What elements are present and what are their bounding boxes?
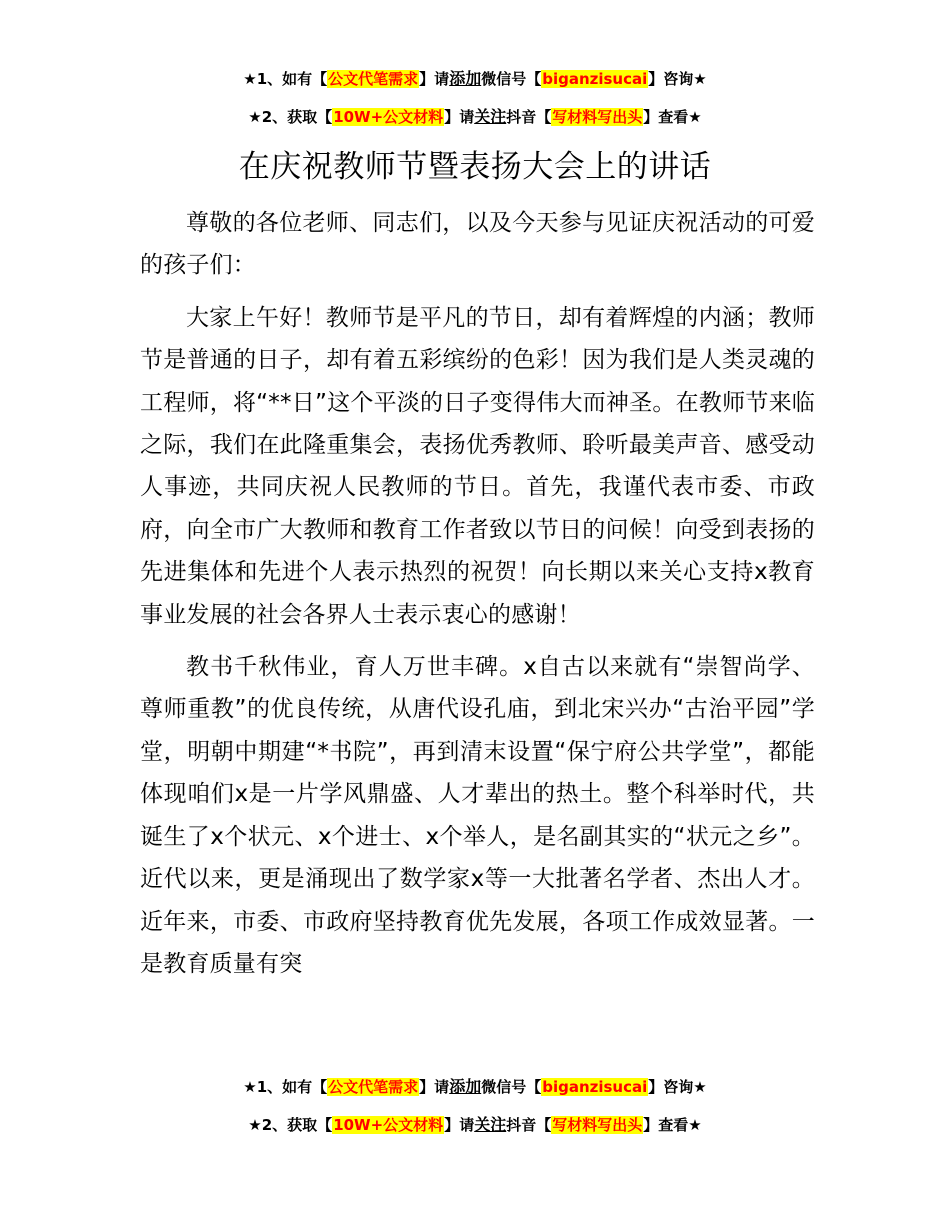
banner-underlined: 添加 <box>449 1077 482 1096</box>
banner-prefix: ★1、如有【 <box>243 1078 328 1096</box>
footer-banner-line-2 <box>0 1114 950 1136</box>
banner-text: 抖音【 <box>506 108 552 126</box>
banner-highlight-douyin: 写材料写出头 <box>552 108 643 126</box>
paragraph-tradition: 教书千秋伟业，育人万世丰碑。x自古以来就有“崇智尚学、尊师重教”的优良传统，从唐代设孔庙，到北宋兴办“古治平园”学堂，明朝中期建“*书院”，再到清末设置“保宁府公共学堂”，都能体现咱们x是一片学风鼎盛、人才辈出的热土。整个科举时代，共诞生了x个状元、x个进士、x个举人，是名副其实的“状元之乡”。近代以来，更是涌现出了数学家x等一大批著名学者、杰出人才。近年来，市委、市政府坚持教育优先发展，各项工作成效显著。一是教育质量有突 <box>140 654 815 977</box>
banner-prefix: ★2、获取【 <box>248 108 333 126</box>
banner-underlined: 添加 <box>449 69 482 88</box>
banner-highlight-douyin: 写材料写出头 <box>552 1116 643 1134</box>
document-body <box>140 202 815 995</box>
banner-suffix: 】查看★ <box>643 1116 702 1134</box>
banner-highlight: 公文代笔需求 <box>328 1078 419 1096</box>
paragraph-greeting: 大家上午好！教师节是平凡的节日，却有着辉煌的内涵；教师节是普通的日子，却有着五彩缤纷的色彩！因为我们是人类灵魂的工程师，将“**日”这个平淡的日子变得伟大而神圣。在教师节来临之际，我们在此隆重集会，表扬优秀教师、聆听最美声音、感受动人事迹，共同庆祝人民教师的节日。首先，我谨代表市委、市政府，向全市广大教师和教育工作者致以节日的问候！向受到表扬的先进集体和先进个人表示热烈的祝贺！向长期以来关心支持x教育事业发展的社会各界人士表示衷心的感谢！ <box>140 304 815 628</box>
document-title: 在庆祝教师节暨表扬大会上的讲话 <box>238 149 712 185</box>
banner-suffix: 】咨询★ <box>648 70 707 88</box>
banner-text: 】请 <box>419 1078 450 1096</box>
header-banner-line-1 <box>0 68 950 90</box>
banner-text: 微信号【 <box>481 70 542 88</box>
banner-underlined: 关注 <box>474 107 507 126</box>
banner-prefix: ★1、如有【 <box>243 70 328 88</box>
banner-text: 】请 <box>444 108 475 126</box>
footer-banner-line-1 <box>0 1076 950 1098</box>
paragraph-salutation: 尊敬的各位老师、同志们，以及今天参与见证庆祝活动的可爱的孩子们： <box>140 210 815 279</box>
banner-highlight-wechat-id: biganzisucai <box>542 70 648 88</box>
banner-highlight-wechat-id: biganzisucai <box>542 1078 648 1096</box>
banner-text: 】请 <box>444 1116 475 1134</box>
banner-prefix: ★2、获取【 <box>248 1116 333 1134</box>
header-banner-line-2 <box>0 106 950 128</box>
banner-text: 】请 <box>419 70 450 88</box>
banner-text: 抖音【 <box>506 1116 552 1134</box>
banner-underlined: 关注 <box>474 1115 507 1134</box>
banner-text: 微信号【 <box>481 1078 542 1096</box>
banner-suffix: 】查看★ <box>643 108 702 126</box>
banner-highlight: 10W+公文材料 <box>333 1116 444 1134</box>
banner-suffix: 】咨询★ <box>648 1078 707 1096</box>
banner-highlight: 10W+公文材料 <box>333 108 444 126</box>
banner-highlight: 公文代笔需求 <box>328 70 419 88</box>
